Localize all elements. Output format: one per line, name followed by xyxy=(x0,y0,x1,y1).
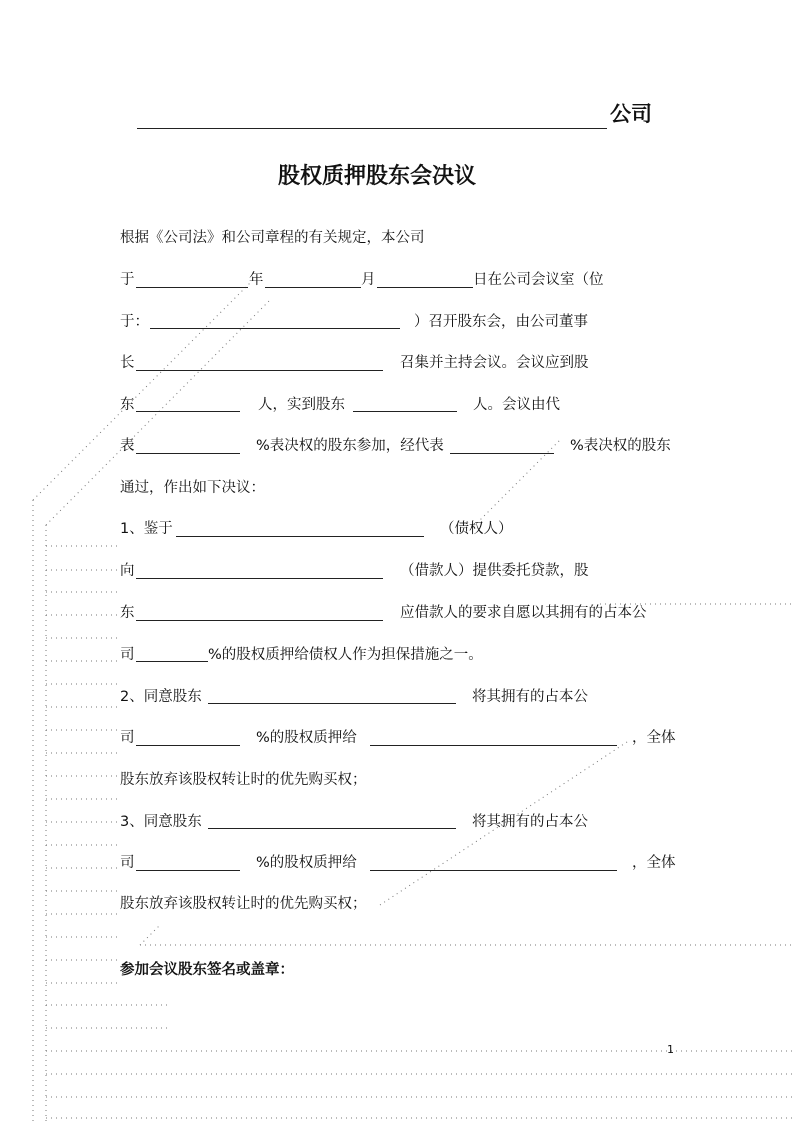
text-day-location: 日在公司会议室（位 xyxy=(473,272,604,288)
text-xiang: 向 xyxy=(120,563,135,579)
text-meeting-by: 人。会议由代 xyxy=(473,397,560,413)
r1-prefix: 1、鉴于 xyxy=(120,521,173,537)
text-year: 年 xyxy=(249,272,264,288)
intro-text: 根据《公司法》和公司章程的有关规定，本公司 xyxy=(120,230,425,246)
text-resolution-intro: 通过，作出如下决议： xyxy=(120,480,265,496)
text-biao: 表 xyxy=(120,438,135,454)
text-si-1: 司 xyxy=(120,647,135,663)
month-blank[interactable] xyxy=(265,287,361,288)
text-yu: 于 xyxy=(120,272,135,288)
shareholder-blank-2[interactable] xyxy=(208,703,456,704)
text-si-3: 司 xyxy=(120,855,135,871)
shareholder-blank-3[interactable] xyxy=(208,828,456,829)
r2-prefix: 2、同意股东 xyxy=(120,689,202,705)
text-approving: %表决权的股东 xyxy=(570,438,671,454)
borrower-blank[interactable] xyxy=(136,578,383,579)
location-blank[interactable] xyxy=(150,328,400,329)
pledgee-blank-2[interactable] xyxy=(370,745,617,746)
text-preside: 召集并主持会议。会议应到股 xyxy=(400,355,589,371)
text-waive-3: 股东放弃该股权转让时的优先购买权； xyxy=(120,896,367,912)
text-pledge-3: %的股权质押给 xyxy=(256,855,357,871)
text-chairman: 长 xyxy=(120,355,135,371)
text-borrower: （借款人）提供委托贷款，股 xyxy=(400,563,589,579)
text-attending: %表决权的股东参加，经代表 xyxy=(256,438,444,454)
text-dong-2: 东 xyxy=(120,605,135,621)
text-creditor: （债权人） xyxy=(440,521,513,537)
text-pledge-1: %的股权质押给债权人作为担保措施之一。 xyxy=(208,647,483,663)
expected-count-blank[interactable] xyxy=(136,411,240,412)
day-blank[interactable] xyxy=(377,287,473,288)
chairman-blank[interactable] xyxy=(136,370,383,371)
text-location-prefix: 于： xyxy=(120,314,149,330)
attending-percent-blank[interactable] xyxy=(136,453,240,454)
text-all-3: ，全体 xyxy=(632,855,676,871)
text-all-2: ，全体 xyxy=(632,730,676,746)
creditor-blank[interactable] xyxy=(176,536,424,537)
actual-count-blank[interactable] xyxy=(353,411,457,412)
pledge-percent-blank-2[interactable] xyxy=(136,745,240,746)
text-actual: 人，实到股东 xyxy=(258,397,345,413)
text-own-2: 将其拥有的占本公 xyxy=(472,689,588,705)
text-waive-2: 股东放弃该股权转让时的优先购买权； xyxy=(120,772,367,788)
approving-percent-blank[interactable] xyxy=(450,453,554,454)
text-month: 月 xyxy=(361,272,376,288)
text-pledge-2: %的股权质押给 xyxy=(256,730,357,746)
text-si-2: 司 xyxy=(120,730,135,746)
signature-heading: 参加会议股东签名或盖章： xyxy=(120,962,294,978)
text-convene: ）召开股东会，由公司董事 xyxy=(414,314,588,330)
year-blank[interactable] xyxy=(136,287,248,288)
shareholder-blank-1[interactable] xyxy=(136,620,383,621)
page-title: 股权质押股东会决议 xyxy=(278,163,477,189)
text-request: 应借款人的要求自愿以其拥有的占本公 xyxy=(400,605,647,621)
text-own-3: 将其拥有的占本公 xyxy=(472,814,588,830)
company-suffix: 公司 xyxy=(610,101,652,126)
company-name-blank[interactable] xyxy=(137,128,607,129)
r3-prefix: 3、同意股东 xyxy=(120,814,202,830)
pledgee-blank-3[interactable] xyxy=(370,870,617,871)
pledge-percent-blank-1[interactable] xyxy=(136,661,208,662)
pledge-percent-blank-3[interactable] xyxy=(136,870,240,871)
page-number: 1 xyxy=(667,1043,674,1056)
text-dong: 东 xyxy=(120,397,135,413)
